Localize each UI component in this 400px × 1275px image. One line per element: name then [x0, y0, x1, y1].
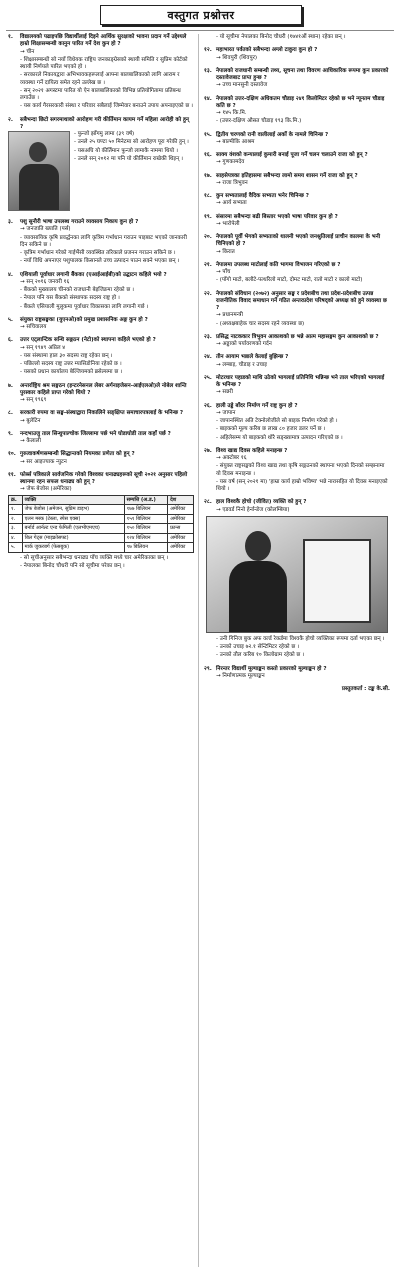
question	[8, 272, 194, 279]
answer-text: → उच्च मानसुनी दस्तावेज	[216, 82, 268, 89]
question	[8, 117, 194, 132]
answer-text: → सन्नरी	[216, 389, 233, 396]
question	[8, 337, 194, 344]
detail-bullet: - यस कार्य गैरसरकारी संस्था र परिवार सबैलाई जिम्मेवार बनाउने उपाय अपनाइएको छ ।	[8, 103, 194, 110]
question-block	[204, 132, 390, 147]
question-block	[8, 472, 194, 571]
question	[204, 403, 390, 410]
detail-bullet: - उनी गिनिज बुक अफ वर्ल्ड रेकर्डमा विश्वकै होचो व्यक्तिका रूपमा दर्ता भएका छन् ।	[204, 636, 390, 643]
question-number: २७.	[204, 447, 212, 454]
answer-text: → १४५ कि.मि.	[216, 110, 247, 116]
table-cell: अमेरिका	[168, 514, 194, 524]
answer-text: → भारोपेली	[216, 220, 240, 227]
answer	[204, 455, 390, 462]
answer-text: → जनजाति ख्याति (पर्स)	[20, 226, 71, 233]
question-number: १६.	[204, 152, 212, 158]
header-rule	[6, 30, 394, 31]
answer-text: → सन् २०१६ जनवरी १६	[20, 278, 70, 285]
question-text: कुन सभ्यतालाई वैदिक सभ्यता भनेर चिनिन्छ ?	[216, 193, 309, 199]
detail-bullet: - यस वर्ष (सन् २०२१ मा) 'हाम्रा कार्य हाम्रो भविष्य' भन्ने नारासहित यो दिवस मनाइएको थियो ।	[204, 479, 390, 494]
question-text: विश्व खाद्य दिवस कहिले मनाइन्छ ?	[216, 447, 288, 454]
answer	[204, 507, 390, 514]
question-number: २९.	[204, 665, 212, 672]
question-number: १.	[8, 34, 13, 40]
table-header-cell: क्र.	[9, 495, 23, 505]
question-text: सबैभन्दा छिटो सगरमाथाको आरोहण गरी कीर्तिमान कायम गर्ने महिला आरोही को हुन् ?	[20, 116, 189, 130]
question-number: २३.	[204, 333, 212, 340]
table-cell: अमेरिका	[168, 533, 194, 543]
answer-text: → राजा त्रिभुवन	[216, 179, 248, 186]
question-text: साहसेपत्रका इतिहासमा सबैभन्दा लामो समय शासन गर्ने राजा को हुन् ?	[216, 172, 358, 179]
answer	[8, 279, 194, 286]
table-header-cell: देश	[168, 495, 194, 505]
photo-body	[229, 561, 287, 633]
table-cell: एलन मस्क (टेस्ला, स्पेस एक्स)	[22, 514, 124, 524]
detail-bullet: - सन् २०२१ अगस्टमा पारित यो ऐन बालबालिकाको विभिन्न प्रतियोगितामा प्रतिबन्ध लगाउँछ ।	[8, 88, 194, 103]
question-text: संयुक्त राष्ट्रसङ्घका (युएनओ)को प्रमुख प्रशासनिक अङ्ग कुन हो ?	[20, 316, 148, 323]
section-title: वस्तुगत प्रश्नोत्तर	[167, 8, 235, 22]
table-cell: १.	[9, 505, 23, 515]
question	[204, 375, 390, 390]
detail-bullet: - नेपाल पनि यस बैंकको संस्थापक सदस्य राष्ट्र हो ।	[8, 295, 194, 302]
climber-photo	[8, 131, 70, 211]
section-header	[100, 5, 302, 25]
question-number: ११.	[8, 471, 16, 478]
question-block	[204, 291, 390, 328]
question-text: एशियाली पूर्वाधार लगानी बैंकका (एआईआईबी)को उद्घाटन कहिले भयो ?	[20, 271, 167, 278]
answer	[204, 221, 390, 228]
question-number: ५.	[8, 316, 13, 323]
question-text: साक्य वंशको कन्यालाई कुमारी बनाई पूजा गर्ने चलन चलाउने राजा को हुन् ?	[216, 152, 368, 158]
question-block	[204, 262, 390, 285]
question-text: नेपालमा उपलब्ध माटोलाई कति भागमा विभाजन गरिएको छ ?	[216, 261, 341, 268]
answer-text: → सन् १९४९ अप्रिल ४	[20, 344, 66, 351]
answer	[204, 159, 390, 166]
question-text: विद्यालयको पढाइपछि विद्यार्थीलाई दिइने आर्थिक सुरक्षाको भावना प्रदान गर्ने उद्देश्यले हाम्रो शिक्षासम्बन्धी कानुन पारित गर्ने देश कुन हो ?	[20, 34, 187, 48]
table-row	[9, 543, 194, 553]
question-number: ७.	[8, 382, 13, 389]
question-number: २८.	[204, 499, 212, 506]
question-text: नेपालको पूर्वी भेगको सभ्यताको थालनी भएको जनश्रुतिलाई प्राचीन कालमा के भनी चिनिएको हो ?	[216, 234, 381, 248]
photo-head	[245, 531, 271, 561]
detail-bullet: - नेपालका बिनोद चौधरी पनि सो सूचीमा परेका छन् ।	[8, 563, 194, 570]
answer-text: → जापान	[216, 409, 236, 416]
question	[204, 96, 390, 111]
detail-bullet: - शिक्षासम्बन्धी सो नयाँ विधेयक राष्ट्रिय जनकाङ्ग्रेसको स्थायी समिति र सुप्रिम कोर्टको स्थायी निर्णयले पारित भएको हो ।	[8, 57, 194, 72]
detail-bullet: - (उत्तर-दक्षिण औसत चौडाइ १९३ कि.मि.)	[204, 118, 390, 125]
question-block	[204, 214, 390, 229]
answer	[204, 82, 390, 89]
question-block	[8, 431, 194, 446]
answer-text: → बुलेटिन	[20, 417, 41, 424]
question-number: २१.	[204, 261, 212, 268]
question-number: १८.	[204, 193, 212, 199]
question-block	[204, 34, 390, 41]
photo-body	[19, 164, 59, 211]
detail-bullet: - सरकारले निकायद्वारा अभिभावकहरूलाई आफ्ना बालबालिकाको लागि आराम र व्यवस्था गर्ने दायित्व समेत रहने उल्लेख छ ।	[8, 72, 194, 87]
question-text: संसारमा सबैभन्दा बढी बिस्तार भएको भाषा परिवार कुन हो ?	[216, 213, 338, 220]
table-header-cell: व्यक्ति	[22, 495, 124, 505]
answer-text: → पाँच	[216, 269, 231, 275]
answer	[8, 49, 194, 56]
question	[8, 472, 194, 487]
answer-text: → सचिवालय	[20, 324, 47, 330]
question	[204, 173, 390, 180]
question-number: ३.	[8, 219, 13, 225]
question	[8, 410, 194, 417]
answer	[204, 110, 390, 117]
detail-bullet: - यो सूचीमा नेपालका बिनोद चौधरी (१७४१औं स्थान) रहेका छन् ।	[204, 34, 390, 41]
question	[204, 499, 390, 506]
question-number: ६.	[8, 337, 13, 344]
question	[204, 132, 390, 139]
question-number: १५.	[204, 131, 212, 138]
question-number: १७.	[204, 172, 212, 179]
question-text: हाल विश्वकै होचो (जीवित) व्यक्ति को हुन् ?	[216, 499, 307, 506]
question-block	[8, 337, 194, 376]
question	[8, 431, 194, 438]
question-number: २५.	[204, 374, 212, 381]
question-block	[204, 375, 390, 397]
answer-text: → शिवपुरी (शिवपुर)	[216, 54, 258, 61]
question-block	[204, 173, 390, 188]
answer	[204, 269, 390, 276]
table-cell: १७७ बिलियन	[124, 505, 167, 515]
answer	[8, 486, 194, 493]
question	[204, 262, 390, 269]
question-block	[8, 272, 194, 311]
detail-bullet: - (पाँगो माटो, बलौटे-पत्थरिलो माटो, दोमट माटो, रातो माटो र कालो माटो)	[204, 277, 390, 284]
detail-bullet: - अहिलेसम्म यो बाइकको थोरै सङ्ख्यामात्र उत्पादन गरिएको छ ।	[204, 435, 390, 442]
table-cell: बर्नार्ड आर्नल्ट एन्ड फेमिली (एलभीएमएच)	[22, 524, 124, 534]
answer	[204, 249, 390, 256]
question	[204, 47, 390, 54]
left-column	[8, 34, 194, 577]
table-cell: अमेरिका	[168, 543, 194, 553]
question-number: २४.	[204, 354, 212, 361]
answer	[204, 673, 390, 680]
question-number: १३.	[204, 67, 212, 74]
table-cell: फ्रान्स	[168, 524, 194, 534]
question-text: उत्तर एट्लान्टिक सन्धि सङ्गठन (नेटो)को स्थापना कहिले भएको हो ?	[20, 337, 156, 344]
answer-text: → अड्डाको पर्यावरणको गर्दन	[216, 341, 272, 347]
table-cell: १२४ बिलियन	[124, 533, 167, 543]
table-row	[9, 505, 194, 515]
column-divider	[198, 34, 199, 1267]
question-block	[204, 47, 390, 62]
question	[204, 291, 390, 313]
answer-text: → अक्टोबर १६	[216, 455, 247, 461]
question-number: १२.	[204, 47, 212, 54]
question-text: अन्तर्राष्ट्रिय श्रम सङ्गठन (इन्टरनेसनल लेबर अर्गनाइजेसन-आईएलओ)ले नोबेल शान्ति पुरस्कार कहिले प्राप्त गरेको थियो ?	[20, 382, 187, 396]
certificate-frame	[303, 539, 371, 623]
question-text: निरन्तर विद्यार्थी मूल्याङ्कन कस्तो प्रकारको मूल्याङ्कन हो ?	[216, 665, 327, 672]
detail-bullet: - पछिल्लो सदस्य राष्ट्र उत्तर म्यासिडोनिया रहेको छ ।	[8, 361, 194, 368]
answer-text: → निर्माणात्मक मूल्याङ्कन	[216, 672, 265, 679]
table-cell: १५० बिलियन	[124, 524, 167, 534]
question-text: नेपालको राजधानी सम्बन्धी तथ्य, सूचना तथा विवरण आधिकारिक रूपमा कुन प्रकारको दस्तावेजबाट प्राप्त हुन्छ ?	[216, 67, 389, 81]
answer-text: → जेफ बेजोस (अमेरिका)	[20, 486, 72, 493]
question-text: फोर्ब्स पत्रिकाले सार्वजनिक गरेको विश्वका धनाढ्यहरूको सूची २०२१ अनुसार पहिलो स्थानमा रहन सफल धनाढ्य को हुन् ?	[20, 471, 188, 485]
detail-bullet: - उनको तौल करिब १० किलोग्राम रहेको छ ।	[204, 652, 390, 659]
detail-bullet: - सो सूचीअनुसार सबैभन्दा धनाढ्य पाँच व्यक्ति मध्ये चार अमेरिकाका छन् ।	[8, 555, 194, 562]
question-text: मोटरधार पहाडको माथि उठेको भागलाई प्रतिनिधि भन्निन्छ भने ताल भरिएको भागलाई के भनिन्छ ?	[216, 374, 385, 388]
detail-bullet: - उनले सन् २०१२ मा पनि यो कीर्तिमान राखेकी थिइन् ।	[8, 156, 194, 163]
detail-bullet: - संयुक्त राष्ट्रसङ्घको विश्व खाद्य तथा कृषि सङ्गठनको स्थापना भएको दिनको सम्झनामा यो दिवस मनाइन्छ ।	[204, 463, 390, 478]
answer	[8, 459, 194, 466]
answer-text: → आर्य सभ्यता	[216, 200, 247, 207]
table-cell: मार्क जुकरबर्ग (फेसबुक)	[22, 543, 124, 553]
answer-text: → प्रधानमन्त्री	[216, 312, 243, 319]
answer	[8, 345, 194, 352]
table-header-cell: सम्पत्ति (अ.ड.)	[124, 495, 167, 505]
question	[204, 68, 390, 83]
detail-bullet: - फुन्जो झाँगमु लामा (३९ वर्ष)	[8, 131, 194, 138]
question-text: महाभारत पर्वतको सबैभन्दा अग्लो टाकुरा कुन हो ?	[216, 47, 318, 54]
detail-bullet: - बैंकको मुख्यालय चीनको राजधानी बेइजिङमा रहेको छ ।	[8, 287, 194, 294]
table-header-row	[9, 495, 194, 505]
answer	[8, 397, 194, 404]
question-text: नन्दभाउजु ताल सिन्धुपाल्चोक जिल्लामा पर्छ भने घोडाघोडी ताल कहाँ पर्छ ?	[20, 430, 171, 437]
question-number: ९.	[8, 430, 13, 437]
table-row	[9, 514, 194, 524]
answer	[204, 410, 390, 417]
question	[204, 354, 390, 361]
right-column	[204, 34, 390, 693]
question-text: सरकारी रुपमा वा सङ्घ-संस्थाद्वारा निकालिने सङ्क्षिप्त समाचारपत्रलाई के भनिन्छ ?	[20, 410, 184, 417]
answer	[204, 389, 390, 396]
question	[204, 448, 390, 455]
answer-text: → लम्बाइ, चौडाइ र उचाइ	[216, 361, 267, 368]
table-cell: ४.	[9, 533, 23, 543]
detail-bullet: - जापानस्थित अति टेक्नोलोजीले सो बाइक निर्माण गरेको हो ।	[204, 418, 390, 425]
question-block	[204, 448, 390, 494]
detail-bullet: - (अध्यक्षबाहेक चार सदस्य रहने व्यवस्था छ)	[204, 321, 390, 328]
question	[8, 317, 194, 324]
question	[204, 214, 390, 221]
question-text: तीन आयाम भन्नाले केलाई बुझिन्छ ?	[216, 354, 289, 361]
question	[204, 234, 390, 249]
table-cell: १५१ बिलियन	[124, 514, 167, 524]
answer-text: → सर आइज्याक न्युटन	[20, 458, 67, 465]
record-holder-photo	[206, 516, 388, 633]
question-block	[204, 499, 390, 659]
table-cell: २.	[9, 514, 23, 524]
question-block	[204, 96, 390, 126]
table-row	[9, 524, 194, 534]
answer-text: → एडवर्ड निनो हेर्नान्डेज (कोलम्बिया)	[216, 506, 290, 513]
question-number: १४.	[204, 95, 212, 102]
question-text: हाली उड्डे बाँदर निर्माण गर्ने राष्ट्र कुन हो ?	[216, 402, 298, 409]
question	[8, 383, 194, 398]
answer-text: → कैलाली	[20, 438, 41, 444]
question-block	[204, 354, 390, 369]
question-block	[204, 152, 390, 167]
question-number: २६.	[204, 402, 212, 409]
answer	[8, 418, 194, 425]
answer	[204, 312, 390, 319]
question-block	[204, 234, 390, 256]
question	[8, 451, 194, 458]
answer	[204, 139, 390, 146]
question-block	[8, 451, 194, 466]
answer	[204, 341, 390, 348]
question-number: १९.	[204, 213, 212, 220]
question-number: २.	[8, 116, 13, 123]
answer	[204, 180, 390, 187]
rich-list-table	[8, 495, 194, 554]
author-credit: प्रस्तुतकर्ता : टङ्क के.सी.	[341, 686, 390, 692]
question-text: द्वितीय चरणको रानी वालीलाई अर्को के नामले चिनिन्छ ?	[216, 131, 329, 138]
table-cell: बिल गेट्स (माइक्रोसफ्ट)	[22, 533, 124, 543]
detail-bullet: - उनको उचाइ ७२.१ सेन्टिमिटर रहेको छ ।	[204, 644, 390, 651]
question-number: २०.	[204, 234, 212, 240]
question-number: ४.	[8, 271, 13, 278]
question-block	[8, 117, 194, 214]
table-cell: ९७ बिलियन	[124, 543, 167, 553]
detail-bullet: - बाइकको मूल्य करिब छ लाख ८० हजार डलर पर्ने छ ।	[204, 426, 390, 433]
question-block	[8, 383, 194, 405]
question-text: प्रसिद्ध नाटककार त्रिभुवन आकाशको छ भन्ने आत्म महासङ्गम कुन आकाशको छ ?	[216, 333, 379, 340]
question-block	[204, 403, 390, 442]
answer-text: → चीन	[20, 48, 35, 55]
question-block	[8, 410, 194, 425]
photo-head	[29, 142, 47, 162]
answer-text: → बाल्मीकि आश्रम	[216, 138, 255, 145]
question-block	[204, 666, 390, 681]
question-number: ८.	[8, 410, 13, 417]
table-cell: ३.	[9, 524, 23, 534]
answer-text: → गुणकामदेव	[216, 159, 245, 166]
table-cell: अमेरिका	[168, 505, 194, 515]
question-block	[8, 317, 194, 332]
detail-bullet: - यस संस्थामा हाल ३० सदस्य राष्ट्र रहेका छन् ।	[8, 353, 194, 360]
answer	[204, 362, 390, 369]
answer	[8, 324, 194, 331]
question	[204, 666, 390, 673]
question-number: १०.	[8, 451, 16, 458]
question-text: नेपालको संविधान (२०७२) अनुसार सङ्घ र प्रदेशबीच तथा प्रदेश-प्रदेशबीच उत्पन्न राजनीतिक विवाद समाधान गर्ने गठित अन्तरप्रदेश परिषद्को अध्यक्ष को हुने व्यवस्था छ ?	[216, 290, 387, 311]
question	[204, 334, 390, 341]
answer-text: → किरात	[216, 248, 235, 255]
question-text: नेपालको उत्तर-दक्षिण अधिकतम चौडाइ २४१ किलोमिटर रहेको छ भने न्यूनतम चौडाइ कति छ ?	[216, 95, 385, 109]
answer-text: → सन् १९६९	[20, 397, 47, 403]
question	[8, 34, 194, 49]
question-block	[204, 193, 390, 208]
table-row	[9, 533, 194, 543]
detail-bullet: - नयाँ विधि अपनाएर पशुपालक किसानले उच्च उत्पादन पाउन सक्ने भएका छन् ।	[8, 258, 194, 265]
detail-bullet: - व्यावसायिक कृषि प्रवर्द्धनका लागि कृत्रिम गर्भाधान गराउन पाइबाट भएको जानकारी दिन सकिने छ ।	[8, 235, 194, 250]
question-text: पशु सुनौरी भाषा उपलब्ध गराउने व्यवसाय निकाय कुन हो ?	[20, 219, 139, 225]
answer	[8, 226, 194, 233]
answer	[8, 438, 194, 445]
question-number: २२.	[204, 290, 212, 297]
detail-bullet: - उनले २५ घण्टा ५० मिनेटमा सो आरोहण पूरा गरेकी हुन् ।	[8, 139, 194, 146]
question-block	[8, 34, 194, 111]
table-cell: जेफ बेजोस (अमेजन, सुप्रिम डाइभ)	[22, 505, 124, 515]
detail-bullet: - यसको प्रधान कार्यालय बेल्जियमको ब्रसेल्समा छ ।	[8, 369, 194, 376]
detail-bullet: - बैंकले एसियाली मुलुकमा पूर्वाधार विकासका लागि लगानी गर्छ ।	[8, 304, 194, 311]
question-text: गुरुत्वाकर्षणसम्बन्धी सिद्धान्तको नियमका प्रणेता को हुन् ?	[20, 451, 135, 458]
answer	[204, 200, 390, 207]
question-block	[204, 334, 390, 349]
detail-bullet: - कृत्रिम गर्भाधान गरेको गाईभैंसी व्यवस्थित तरिकाले प्रजनन गराउन सकिने छ ।	[8, 250, 194, 257]
detail-bullet: - यसअघि यो कीर्तिमान फुन्जो लामाकै नाममा थियो ।	[8, 148, 194, 155]
question-block	[8, 219, 194, 266]
table-cell: ५.	[9, 543, 23, 553]
question-block	[204, 68, 390, 90]
answer	[204, 55, 390, 62]
